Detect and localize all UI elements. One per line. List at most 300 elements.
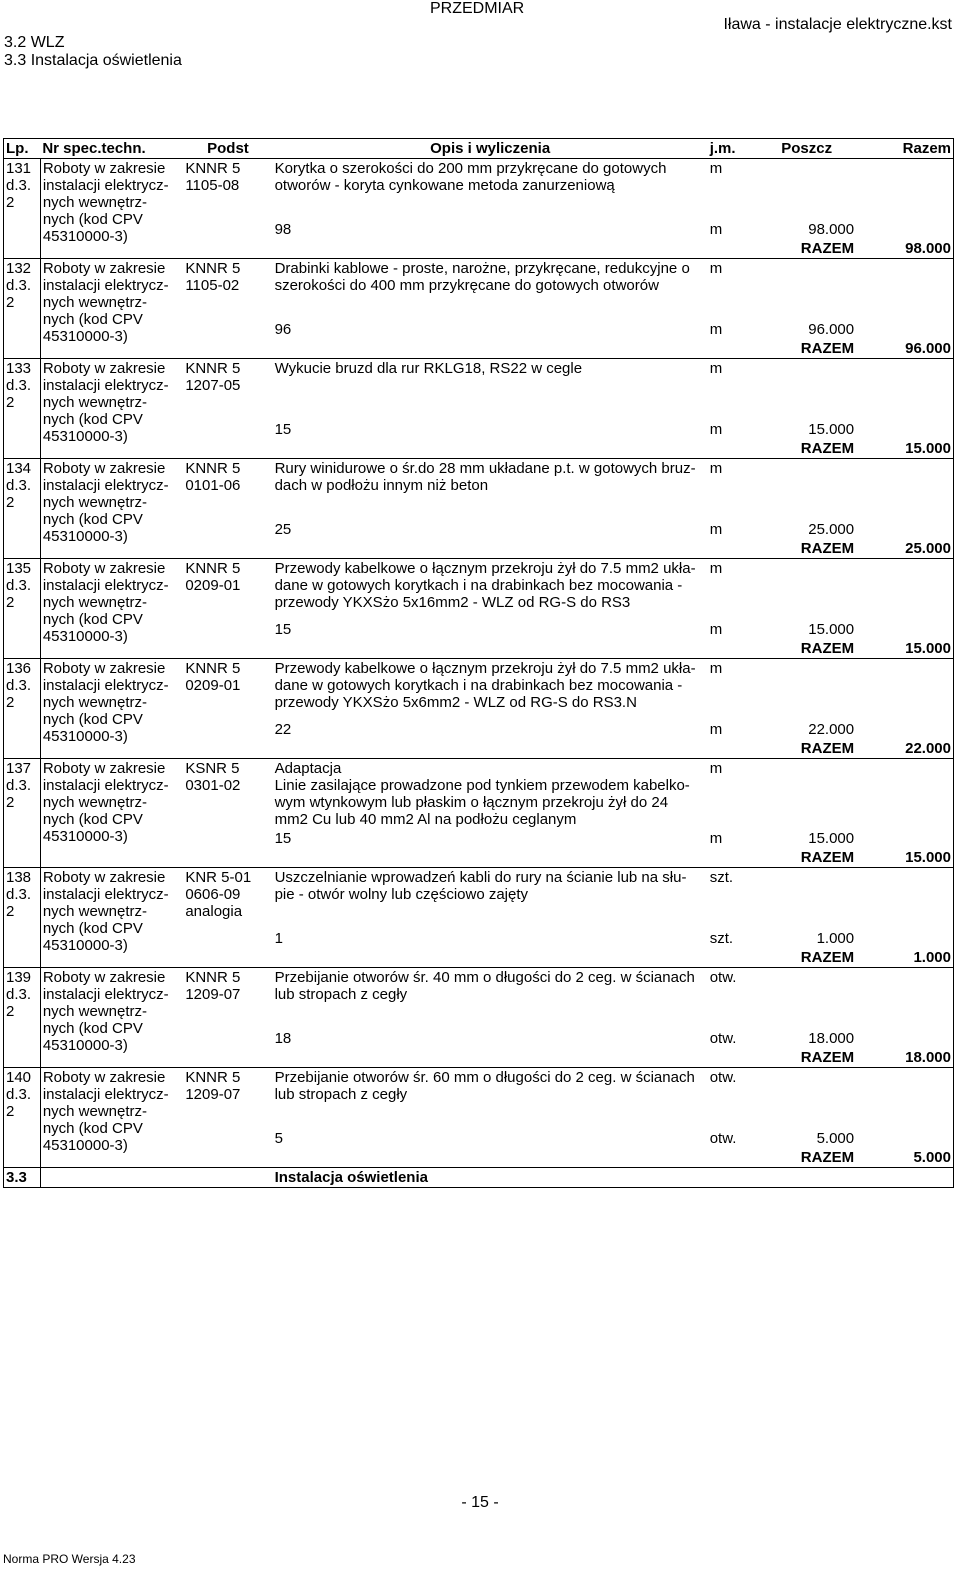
basis-code-line: KNNR 5: [185, 1069, 241, 1086]
calculation: 15: [274, 830, 292, 847]
total-value: 15.000: [856, 848, 953, 868]
item-number-part: 2: [6, 694, 15, 711]
calculation-unit: m: [709, 721, 723, 738]
calculation: 15: [274, 621, 292, 638]
header-lp: Lp.: [4, 139, 41, 159]
header-spec: Nr spec.techn.: [40, 139, 183, 159]
spec-description-line: instalacji elektrycz-: [42, 986, 169, 1003]
quantity: 1.000: [816, 930, 855, 947]
total-empty: [856, 220, 953, 239]
total-empty: [856, 659, 953, 721]
total-empty: [856, 520, 953, 539]
spec-description-line: nych wewnętrz-: [42, 294, 148, 311]
spec-description: [40, 968, 183, 1068]
spec-description-line: instalacji elektrycz-: [42, 377, 169, 394]
spec-description-line: 45310000-3): [42, 328, 128, 345]
quantity-empty: [757, 1068, 856, 1130]
quantity-empty: [757, 868, 856, 930]
spec-description: [40, 1068, 183, 1168]
work-description-line: Drabinki kablowe - proste, narożne, przykręcane, redukcyjne o: [274, 260, 690, 277]
total-empty: [856, 359, 953, 421]
work-description-line: mm2 Cu lub 40 mm2 Al na podłożu ceglanym: [274, 811, 577, 828]
document-type: PRZEDMIAR: [430, 0, 525, 17]
work-description-line: wym wtynkowym lub płaskim o łącznym przekroju żył do 24: [274, 794, 669, 811]
total-empty: [856, 929, 953, 948]
empty: [757, 1168, 856, 1188]
total-value: 25.000: [856, 539, 953, 559]
item-number-part: d.3.: [6, 577, 32, 594]
item-number-part: 2: [6, 494, 15, 511]
table-row: [4, 559, 954, 621]
work-description-line: lub stropach z cegły: [274, 986, 408, 1003]
spec-description-line: 45310000-3): [42, 528, 128, 545]
basis-code-line: 0606-09: [185, 886, 241, 903]
item-number-part: 2: [6, 903, 15, 920]
empty: [273, 1048, 708, 1068]
spec-description-line: Roboty w zakresie: [42, 660, 166, 677]
work-description-line: Korytka o szerokości do 200 mm przykręcane do gotowych: [274, 160, 667, 177]
item-number-part: d.3.: [6, 1086, 32, 1103]
calculation: 96: [274, 321, 292, 338]
spec-description-line: Roboty w zakresie: [42, 760, 166, 777]
work-description-line: Wykucie bruzd dla rur RKLG18, RS22 w cegle: [274, 360, 583, 377]
basis-code: [183, 159, 272, 259]
work-description-line: przewody YKXSżo 5x16mm2 - WLZ od RG-S do RS3: [274, 594, 631, 611]
empty: [273, 239, 708, 259]
item-number-part: 131: [6, 160, 32, 177]
basis-code-line: 0101-06: [185, 477, 241, 494]
unit: m: [708, 659, 758, 721]
total-value: 96.000: [856, 339, 953, 359]
spec-description: [40, 259, 183, 359]
spec-description-line: 45310000-3): [42, 428, 128, 445]
spec-description-line: nych wewnętrz-: [42, 594, 148, 611]
total-empty: [856, 620, 953, 639]
work-description: [273, 759, 708, 830]
basis-code-line: 1209-07: [185, 1086, 241, 1103]
total-label: RAZEM: [800, 340, 855, 357]
spec-description-line: nych wewnętrz-: [42, 1003, 148, 1020]
spec-description-line: Roboty w zakresie: [42, 969, 166, 986]
basis-code-line: KNNR 5: [185, 360, 241, 377]
basis-code: [183, 1068, 272, 1168]
spec-description-line: nych (kod CPV: [42, 511, 143, 528]
spec-description-line: instalacji elektrycz-: [42, 677, 169, 694]
item-number-part: d.3.: [6, 177, 32, 194]
item-number-part: 138: [6, 869, 32, 886]
calculation-unit: m: [709, 321, 723, 338]
file-name: Iława - instalacje elektryczne.kst: [723, 16, 952, 33]
work-description: [273, 459, 708, 521]
basis-code-line: KNNR 5: [185, 969, 241, 986]
unit: otw.: [708, 1068, 758, 1130]
calculation: 1: [274, 930, 283, 947]
work-description-line: Przebijanie otworów śr. 60 mm o długości do 2 ceg. w ścianach: [274, 1069, 695, 1086]
spec-description-line: Roboty w zakresie: [42, 1069, 166, 1086]
basis-code-line: KNNR 5: [185, 660, 241, 677]
item-number: [4, 259, 41, 359]
empty: [708, 539, 758, 559]
work-description-line: Rury winidurowe o śr.do 28 mm układane p.t. w gotowych bruz-: [274, 460, 696, 477]
spec-description-line: nych wewnętrz-: [42, 394, 148, 411]
empty: [708, 848, 758, 868]
quantity: 15.000: [808, 421, 855, 438]
total-label: RAZEM: [800, 640, 855, 657]
total-empty: [856, 1029, 953, 1048]
empty: [273, 848, 708, 868]
calculation-unit: m: [709, 521, 723, 538]
empty: [273, 1148, 708, 1168]
quantity: 18.000: [808, 1030, 855, 1047]
basis-code: [183, 359, 272, 459]
empty: [708, 739, 758, 759]
item-number-part: d.3.: [6, 886, 32, 903]
item-number: [4, 459, 41, 559]
spec-description-line: instalacji elektrycz-: [42, 886, 169, 903]
work-description: [273, 159, 708, 221]
spec-description-line: nych (kod CPV: [42, 211, 143, 228]
total-empty: [856, 829, 953, 848]
item-number: [4, 1068, 41, 1168]
estimate-table: [3, 138, 954, 1188]
spec-description-line: instalacji elektrycz-: [42, 1086, 169, 1103]
basis-code-line: 0209-01: [185, 577, 241, 594]
calculation-unit: m: [709, 221, 723, 238]
item-number-part: 2: [6, 194, 15, 211]
work-description-line: otworów - koryta cynkowane metoda zanurzeniową: [274, 177, 615, 194]
empty: [273, 439, 708, 459]
quantity: 96.000: [808, 321, 855, 338]
calculation: 25: [274, 521, 292, 538]
unit: m: [708, 759, 758, 830]
total-value: 22.000: [856, 739, 953, 759]
basis-code-line: KNNR 5: [185, 460, 241, 477]
total-empty: [856, 1068, 953, 1130]
work-description-line: dane w gotowych korytkach i na drabinkach bez mocowania -: [274, 577, 683, 594]
table-row: [4, 868, 954, 930]
spec-description-line: 45310000-3): [42, 228, 128, 245]
spec-description-line: Roboty w zakresie: [42, 260, 166, 277]
work-description: [273, 559, 708, 621]
total-empty: [856, 259, 953, 321]
basis-code-line: KSNR 5: [185, 760, 240, 777]
unit: szt.: [708, 868, 758, 930]
item-number-part: 139: [6, 969, 32, 986]
total-empty: [856, 868, 953, 930]
item-number-part: 2: [6, 294, 15, 311]
calculation-unit: m: [709, 421, 723, 438]
spec-description-line: Roboty w zakresie: [42, 460, 166, 477]
table-row: [4, 1068, 954, 1130]
section-row: [4, 1168, 954, 1188]
spec-description-line: Roboty w zakresie: [42, 869, 166, 886]
quantity: 22.000: [808, 721, 855, 738]
section-title: Instalacja oświetlenia: [273, 1168, 708, 1188]
total-empty: [856, 720, 953, 739]
item-number-part: 140: [6, 1069, 32, 1086]
spec-description-line: nych (kod CPV: [42, 711, 143, 728]
total-empty: [856, 559, 953, 621]
spec-description-line: nych (kod CPV: [42, 1020, 143, 1037]
work-description-line: dane w gotowych korytkach i na drabinkach bez mocowania -: [274, 677, 683, 694]
spec-description-line: nych (kod CPV: [42, 611, 143, 628]
item-number-part: d.3.: [6, 677, 32, 694]
spec-description-line: 45310000-3): [42, 828, 128, 845]
section-number: 3.3: [4, 1168, 41, 1188]
item-number-part: 136: [6, 660, 32, 677]
total-label: RAZEM: [800, 1149, 855, 1166]
work-description: [273, 968, 708, 1030]
quantity-empty: [757, 968, 856, 1030]
spec-description-line: instalacji elektrycz-: [42, 577, 169, 594]
quantity-empty: [757, 759, 856, 830]
unit: m: [708, 259, 758, 321]
item-number-part: 2: [6, 794, 15, 811]
item-number-part: d.3.: [6, 777, 32, 794]
table-row: [4, 159, 954, 221]
work-description-line: szerokości do 400 mm przykręcane do gotowych otworów: [274, 277, 659, 294]
item-number: [4, 759, 41, 868]
unit: m: [708, 459, 758, 521]
basis-code-line: KNNR 5: [185, 160, 241, 177]
table-header-row: [4, 139, 954, 159]
work-description-line: Uszczelnianie wprowadzeń kabli do rury na ścianie lub na słu-: [274, 869, 687, 886]
total-value: 15.000: [856, 439, 953, 459]
total-empty: [856, 968, 953, 1030]
total-empty: [856, 320, 953, 339]
spec-description-line: instalacji elektrycz-: [42, 177, 169, 194]
work-description: [273, 259, 708, 321]
table-row: [4, 359, 954, 421]
basis-code: [183, 659, 272, 759]
work-description-line: lub stropach z cegły: [274, 1086, 408, 1103]
basis-code: [183, 259, 272, 359]
table-row: [4, 459, 954, 521]
header-opis: Opis i wyliczenia: [273, 139, 708, 159]
empty: [708, 439, 758, 459]
basis-code-line: KNNR 5: [185, 560, 241, 577]
empty: [708, 339, 758, 359]
spec-description-line: nych wewnętrz-: [42, 494, 148, 511]
unit: m: [709, 160, 723, 177]
total-label: RAZEM: [800, 949, 855, 966]
item-number-part: 2: [6, 394, 15, 411]
spec-description-line: nych (kod CPV: [42, 920, 143, 937]
header-podst: Podst: [183, 139, 272, 159]
quantity: 25.000: [808, 521, 855, 538]
basis-code-line: 0209-01: [185, 677, 241, 694]
spec-description-line: nych (kod CPV: [42, 811, 143, 828]
work-description-line: Przewody kabelkowe o łącznym przekroju żył do 7.5 mm2 ukła-: [274, 560, 696, 577]
page-number: - 15 -: [461, 1494, 499, 1511]
work-description-line: Przebijanie otworów śr. 40 mm o długości do 2 ceg. w ścianach: [274, 969, 695, 986]
calculation-unit: m: [709, 621, 723, 638]
item-number-part: d.3.: [6, 377, 32, 394]
empty: [708, 1168, 758, 1188]
work-description: [273, 359, 708, 421]
total-value: 5.000: [856, 1148, 953, 1168]
empty: [273, 539, 708, 559]
quantity-empty: [757, 359, 856, 421]
table-row: [4, 659, 954, 721]
empty: [708, 948, 758, 968]
spec-description-line: Roboty w zakresie: [42, 560, 166, 577]
work-description: [273, 868, 708, 930]
quantity: 15.000: [808, 830, 855, 847]
total-label: RAZEM: [800, 1049, 855, 1066]
item-number: [4, 868, 41, 968]
total-label: RAZEM: [800, 240, 855, 257]
calculation: 18: [274, 1030, 292, 1047]
work-description-line: Linie zasilające prowadzone pod tynkiem przewodem kabelko-: [274, 777, 690, 794]
spec-description: [40, 659, 183, 759]
empty: [183, 1168, 272, 1188]
empty: [856, 1168, 953, 1188]
quantity-empty: [757, 159, 856, 221]
total-value: 1.000: [856, 948, 953, 968]
item-number: [4, 159, 41, 259]
item-number: [4, 968, 41, 1068]
quantity: 98.000: [808, 221, 855, 238]
spec-description-line: nych wewnętrz-: [42, 794, 148, 811]
item-number: [4, 359, 41, 459]
header-poszcz: Poszcz: [757, 139, 856, 159]
total-empty: [856, 420, 953, 439]
total-label: RAZEM: [800, 440, 855, 457]
spec-description-line: nych wewnętrz-: [42, 1103, 148, 1120]
software-version: Norma PRO Wersja 4.23: [3, 1552, 136, 1566]
calculation: 5: [274, 1130, 283, 1147]
basis-code-line: KNR 5-01: [185, 869, 252, 886]
quantity-empty: [757, 559, 856, 621]
total-empty: [856, 459, 953, 521]
work-description-line: przewody YKXSżo 5x6mm2 - WLZ od RG-S do RS3.N: [274, 694, 637, 711]
basis-code-line: 1207-05: [185, 377, 241, 394]
basis-code: [183, 459, 272, 559]
spec-description-line: nych wewnętrz-: [42, 694, 148, 711]
unit: m: [708, 359, 758, 421]
table-row: [4, 759, 954, 830]
empty: [273, 948, 708, 968]
item-number-part: 132: [6, 260, 32, 277]
work-description-line: dach w podłożu innym niż beton: [274, 477, 489, 494]
calculation: 15: [274, 421, 292, 438]
total-empty: [856, 159, 953, 221]
header-jm: j.m.: [708, 139, 758, 159]
empty: [273, 639, 708, 659]
spec-description-line: Roboty w zakresie: [42, 360, 166, 377]
total-empty: [856, 1129, 953, 1148]
empty: [708, 639, 758, 659]
item-number-part: 135: [6, 560, 32, 577]
item-number-part: 133: [6, 360, 32, 377]
work-description: [273, 659, 708, 721]
empty: [708, 1048, 758, 1068]
total-value: 98.000: [856, 239, 953, 259]
empty: [708, 1148, 758, 1168]
total-value: 15.000: [856, 639, 953, 659]
unit: m: [708, 559, 758, 621]
total-label: RAZEM: [800, 740, 855, 757]
basis-code-line: analogia: [185, 903, 243, 920]
spec-description: [40, 459, 183, 559]
work-description-line: pie - otwór wolny lub częściowo zajęty: [274, 886, 529, 903]
spec-description-line: nych wewnętrz-: [42, 194, 148, 211]
calculation-unit: szt.: [709, 930, 734, 947]
spec-description-line: 45310000-3): [42, 937, 128, 954]
basis-code: [183, 759, 272, 868]
calculation-unit: otw.: [709, 1130, 737, 1147]
spec-description: [40, 159, 183, 259]
spec-description: [40, 359, 183, 459]
item-number-part: d.3.: [6, 277, 32, 294]
document-sections: [4, 34, 182, 70]
item-number-part: d.3.: [6, 986, 32, 1003]
spec-description: [40, 868, 183, 968]
basis-code: [183, 868, 272, 968]
spec-description-line: 45310000-3): [42, 728, 128, 745]
empty: [273, 739, 708, 759]
spec-description-line: Roboty w zakresie: [42, 160, 166, 177]
basis-code-line: KNNR 5: [185, 260, 241, 277]
total-label: RAZEM: [800, 849, 855, 866]
basis-code: [183, 968, 272, 1068]
header-razem: Razem: [856, 139, 953, 159]
basis-code-line: 1105-08: [185, 177, 240, 194]
basis-code: [183, 559, 272, 659]
total-label: RAZEM: [800, 540, 855, 557]
calculation: 98: [274, 221, 292, 238]
work-description-line: Przewody kabelkowe o łącznym przekroju żył do 7.5 mm2 ukła-: [274, 660, 696, 677]
total-value: 18.000: [856, 1048, 953, 1068]
spec-description-line: instalacji elektrycz-: [42, 277, 169, 294]
section-wlz: 3.2 WLZ: [4, 34, 65, 51]
spec-description: [40, 559, 183, 659]
spec-description-line: instalacji elektrycz-: [42, 477, 169, 494]
item-number: [4, 659, 41, 759]
basis-code-line: 1209-07: [185, 986, 241, 1003]
spec-description-line: 45310000-3): [42, 628, 128, 645]
item-number-part: 2: [6, 1103, 15, 1120]
spec-description-line: nych (kod CPV: [42, 411, 143, 428]
work-description-line: Adaptacja: [274, 760, 342, 777]
basis-code-line: 1105-02: [185, 277, 240, 294]
calculation: 22: [274, 721, 292, 738]
spec-description-line: nych wewnętrz-: [42, 903, 148, 920]
spec-description-line: nych (kod CPV: [42, 1120, 143, 1137]
work-description: [273, 1068, 708, 1130]
item-number: [4, 559, 41, 659]
empty: [708, 239, 758, 259]
section-lighting: 3.3 Instalacja oświetlenia: [4, 52, 182, 69]
empty: [40, 1168, 183, 1188]
quantity-empty: [757, 259, 856, 321]
spec-description: [40, 759, 183, 868]
item-number-part: 134: [6, 460, 32, 477]
table-row: [4, 968, 954, 1030]
quantity: 15.000: [808, 621, 855, 638]
calculation-unit: otw.: [709, 1030, 737, 1047]
calculation-unit: m: [709, 830, 723, 847]
basis-code-line: 0301-02: [185, 777, 241, 794]
quantity: 5.000: [816, 1130, 855, 1147]
table-row: [4, 259, 954, 321]
spec-description-line: instalacji elektrycz-: [42, 777, 169, 794]
spec-description-line: 45310000-3): [42, 1137, 128, 1154]
quantity-empty: [757, 459, 856, 521]
unit: otw.: [708, 968, 758, 1030]
quantity-empty: [757, 659, 856, 721]
